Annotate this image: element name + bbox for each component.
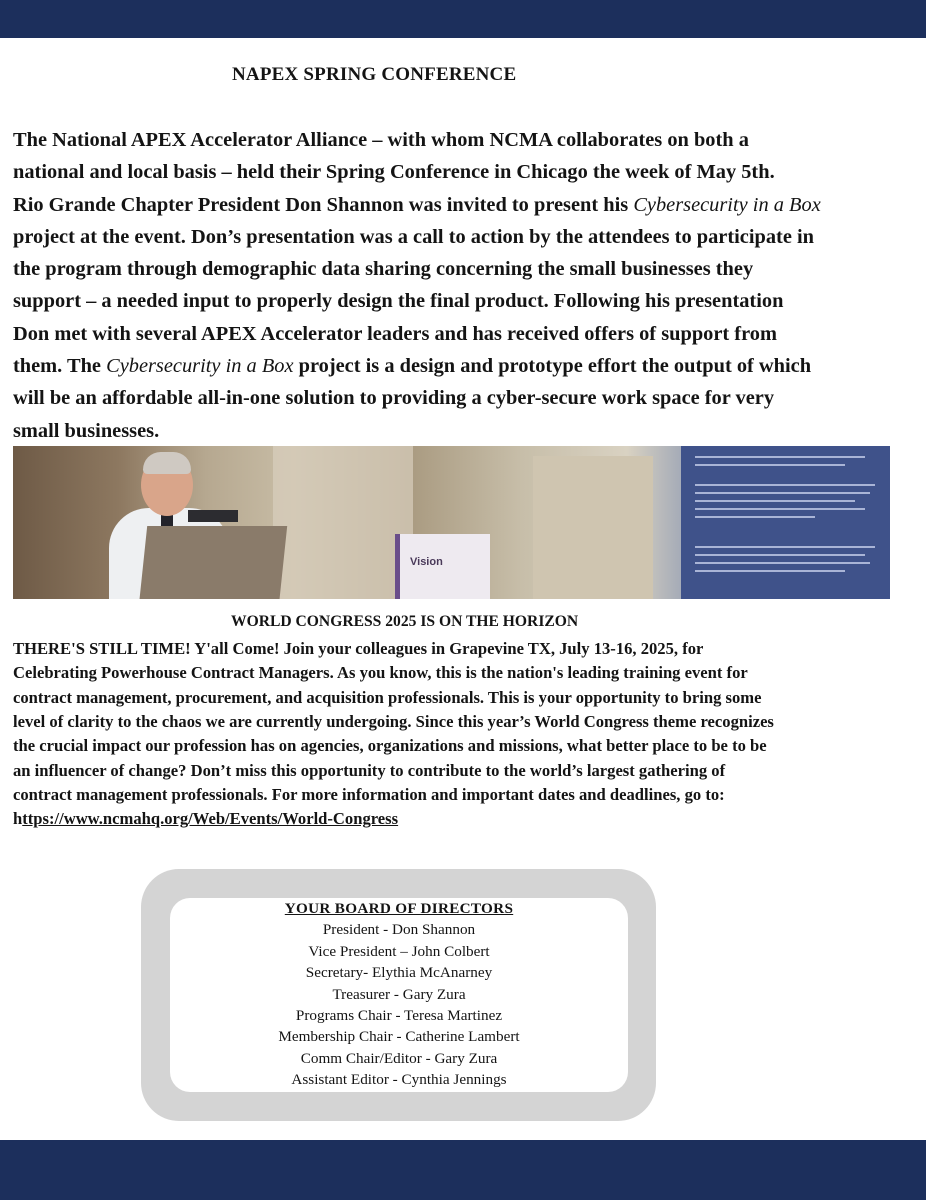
article-line: The National APEX Accelerator Alliance – with whom NCMA collaborates on both a [13, 129, 749, 151]
article-line: small businesses. [13, 419, 160, 442]
world-congress-link[interactable]: https://www.ncmahq.org/Web/Events/World-Congress [13, 809, 399, 829]
podium [139, 526, 287, 599]
speaker-hair [143, 452, 191, 474]
article-line: them. The Cybersecurity in a Box project is a design and prototype effort the output of which [13, 355, 812, 378]
board-member: Comm Chair/Editor - Gary Zura [300, 1049, 498, 1067]
vision-banner: Vision [395, 534, 490, 599]
board-of-directors [170, 898, 628, 1092]
project-title-italic: Cybersecurity in a Box [106, 355, 294, 378]
board-member: Membership Chair - Catherine Lambert [278, 1028, 520, 1046]
board-member: Treasurer - Gary Zura [332, 985, 466, 1003]
article-line: support – a needed input to properly design the final product. Following his presentation [13, 290, 784, 313]
article-line: Don met with several APEX Accelerator leaders and has received offers of support from [13, 322, 777, 345]
board-member: Programs Chair - Teresa Martinez [295, 1007, 503, 1025]
article-line: the crucial impact our profession has on agencies, organizations and missions, what better place to be to be [13, 736, 767, 756]
board-member: President - Don Shannon [322, 921, 476, 939]
projector-screen [681, 446, 890, 599]
world-congress-heading: WORLD CONGRESS 2025 IS ON THE HORIZON [231, 613, 579, 630]
laptop [188, 510, 238, 522]
napex-heading: NAPEX SPRING CONFERENCE [232, 64, 517, 85]
project-title-italic: Cybersecurity in a Box [633, 193, 821, 216]
board-title: YOUR BOARD OF DIRECTORS [284, 900, 514, 917]
article-line: project at the event. Don’s presentation was a call to action by the attendees to participate in [13, 225, 814, 248]
bottom-banner [0, 1140, 926, 1200]
board-member: Assistant Editor - Cynthia Jennings [291, 1071, 507, 1089]
article-line: level of clarity to the chaos we are currently undergoing. Since this year’s World Congress theme recognizes [13, 712, 774, 732]
photo-wall [273, 446, 413, 599]
photo-door [533, 456, 653, 599]
article-line: contract management, procurement, and acquisition professionals. This is your opportunity to bring some [13, 687, 762, 707]
article-line: Rio Grande Chapter President Don Shannon was invited to present his Cybersecurity in a Box [13, 193, 821, 216]
article-line: contract management professionals. For more information and important dates and deadlines, go to: [13, 785, 725, 805]
article-line: national and local basis – held their Spring Conference in Chicago the week of May 5th. [13, 161, 775, 184]
world-congress-article [13, 637, 918, 832]
board-member: Vice President – John Colbert [308, 942, 490, 960]
napex-article [13, 124, 918, 447]
board-member: Secretary- Elythia McAnarney [305, 964, 493, 982]
article-line: will be an affordable all-in-one solution to providing a cyber-secure work space for very [13, 387, 775, 410]
article-line: THERE'S STILL TIME! Y'all Come! Join your colleagues in Grapevine TX, July 13-16, 2025, for [13, 639, 704, 658]
conference-photo [13, 446, 890, 599]
article-line: the program through demographic data sharing concerning the small businesses they [13, 258, 754, 281]
article-line: Celebrating Powerhouse Contract Managers. As you know, this is the nation's leading training event for [13, 663, 748, 683]
article-line: an influencer of change? Don’t miss this opportunity to contribute to the world’s largest gathering of [13, 760, 726, 780]
top-banner [0, 0, 926, 38]
